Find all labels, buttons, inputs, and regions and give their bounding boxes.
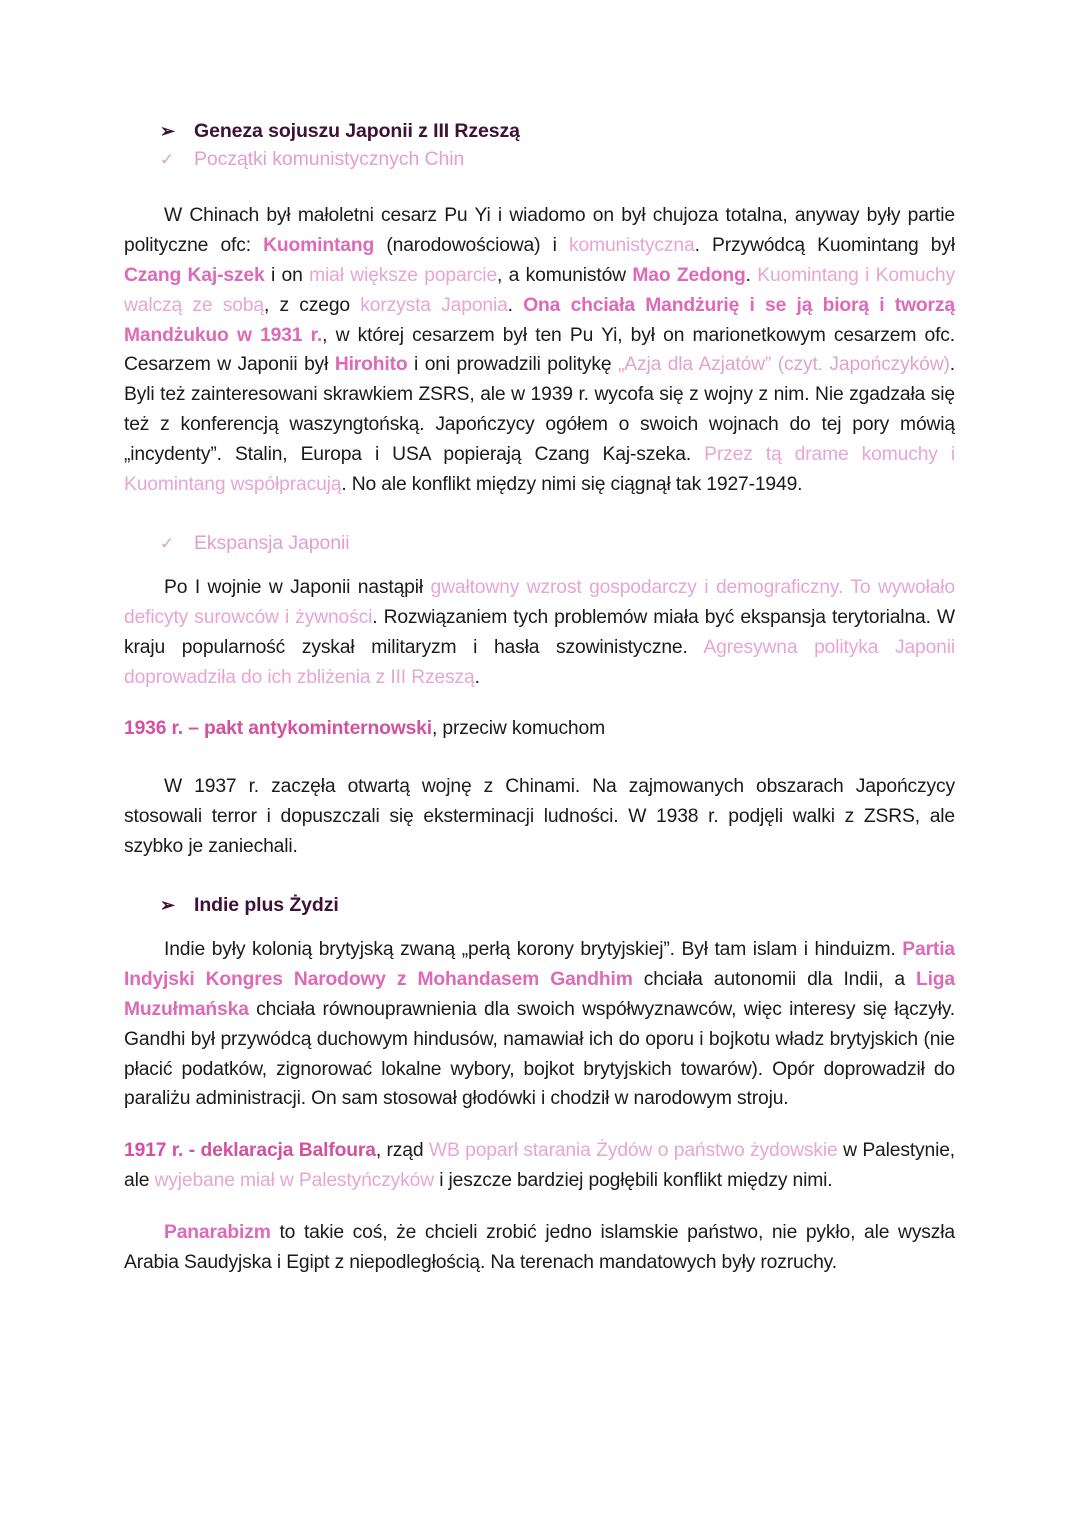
term-azja-dla-azjatow: „Azja dla Azjatów” (czyt. Japończyków) — [618, 354, 950, 376]
spacer — [124, 692, 955, 714]
text-run: chciała autonomii dla Indii, a — [632, 969, 916, 991]
text-run: (narodowościowa) i — [374, 235, 569, 257]
heading-ekspansja-japonii — [160, 530, 955, 558]
text-run: . Byli też zainteresowani skrawkiem ZSRS, ale w 1939 r. wycofa się z wojny z nim. Nie zgadzała się też z konferencją waszyngtońską. Japończycy ogółem o swoich wojnach do tej pory mówią „incydenty”. Stalin, Europa i USA popierają Czang Kaj-szeka. — [124, 354, 955, 465]
paragraph-panarabizm — [124, 1218, 955, 1278]
text-run: . No ale konflikt między nimi się ciągnął tak 1927-1949. — [341, 473, 803, 495]
text-run: i oni prowadzili politykę — [407, 354, 618, 376]
text-run: . Przywódcą Kuomintang był — [694, 235, 955, 257]
text-run: w Palestynie, ale — [124, 1140, 956, 1192]
paragraph-chiny — [124, 201, 955, 499]
term-wb-poparl: WB poparł starania Żydów o państwo żydowskie — [428, 1140, 838, 1162]
term-wspolpracuja: Przez tą drame komuchy i Kuomintang współpracują — [124, 443, 955, 495]
spacer — [124, 744, 955, 772]
term-panarabizm: Panarabizm — [164, 1221, 271, 1243]
text-run: W Chinach był małoletni cesarz Pu Yi i wiadomo on był chujoza totalna, anyway były partie polityczne ofc: — [124, 205, 955, 257]
paragraph-deklaracja-balfoura — [124, 1136, 955, 1196]
arrow-bullet-icon: ➢ — [160, 121, 175, 141]
text-run: , z czego — [263, 294, 361, 316]
term-pakt-1936: 1936 r. – pakt antykominternowski — [124, 718, 432, 740]
term-kuomintang: Kuomintang — [263, 235, 375, 257]
text-run: to takie coś, że chcieli zrobić jedno islamskie państwo, nie pykło, ale wyszła Arabia Saudyjska i Egipt z niepodległością. Na terenach mandatowych były rozruchy. — [124, 1221, 955, 1273]
heading-geneza-sojuszu — [160, 118, 955, 146]
spacer — [124, 862, 955, 892]
spacer — [124, 173, 955, 201]
text-run: . — [745, 265, 758, 286]
line-pakt-antykominternowski — [124, 714, 955, 744]
text-run: i on — [264, 265, 310, 286]
heading-indie-label: Indie plus Żydzi — [194, 893, 339, 916]
text-run: chciała równouprawnienia dla swoich współwyznawców, więc interesy się łączyły. Gandhi był przywódcą duchowym hindusów, namawiał ich do oporu i bojkotu władz brytyjskich (nie płacić podatków, zignorować lokalne wybory, bojkot brytyjskich towarów). Opór doprowadził do paraliżu administracji. On sam stosował głodówki i chodził w narodowym stroju. — [124, 999, 955, 1110]
term-korzysta-japonia: korzysta Japonia — [360, 294, 508, 316]
text-run: , w której cesarzem był ten Pu Yi, był on marionetkowym cesarzem ofc. Cesarzem w Japonii był — [124, 324, 955, 376]
term-hirohito: Hirohito — [334, 354, 408, 376]
term-mandzukuo: Ona chciała Mandżurię i se ją biorą i tworzą Mandżukuo w 1931 r. — [124, 294, 955, 346]
term-komunistyczna: komunistyczna — [568, 235, 695, 257]
term-deklaracja-balfoura: 1917 r. - deklaracja Balfoura — [124, 1140, 376, 1162]
term-partia-kongres: Partia Indyjski Kongres Narodowy z Mohandasem Gandhim — [124, 939, 955, 991]
arrow-bullet-icon: ➢ — [160, 894, 175, 915]
paragraph-ekspansja — [124, 573, 955, 692]
term-mao-zedong: Mao Zedong — [632, 265, 746, 286]
text-run: . — [474, 666, 480, 688]
text-run: W 1937 r. zaczęła otwartą wojnę z Chinami. Na zajmowanych obszarach Japończycy stosowali terror i dopuszczali się eksterminacji ludności. W 1938 r. podjęli walki z ZSRS, ale szybko je zaniechali. — [124, 776, 955, 857]
term-czang-kaj-szek: Czang Kaj-szek — [124, 265, 265, 286]
text-run: Po I wojnie w Japonii nastąpił — [164, 577, 431, 599]
term-agresywna-polityka: Agresywna polityka Japonii doprowadziła do ich zbliżenia z III Rzeszą — [124, 636, 956, 688]
heading-ekspansja-label: Ekspansja Japonii — [194, 531, 350, 554]
term-wzrost-gospodarczy: gwałtowny wzrost gospodarczy i demograficzny. To wywołało deficyty surowców i żywności — [124, 577, 955, 628]
term-wyjebane-mial: wyjebane miał w Palestyńczyków — [154, 1170, 434, 1192]
spacer — [124, 1196, 955, 1218]
text-run: , rząd — [375, 1140, 429, 1162]
heading-geneza-label: Geneza sojuszu Japonii z III Rzeszą — [194, 120, 520, 142]
text-run: , a komunistów — [497, 265, 633, 286]
spacer — [124, 1114, 955, 1136]
spacer — [124, 557, 955, 573]
term-wieksze-poparcie: miał większe poparcie — [309, 265, 498, 286]
heading-poczatki-komunistycznych-chin — [160, 146, 955, 174]
text-run: . Rozwiązaniem tych problemów miała być ekspansja terytorialna. W kraju popularność zyskał militaryzm i hasła szowinistyczne. — [124, 607, 955, 658]
document-content — [124, 118, 955, 1278]
paragraph-indie — [124, 935, 955, 1114]
text-run: Indie były kolonią brytyjską zwaną „perłą korony brytyjskiej”. Był tam islam i hinduizm. — [164, 939, 903, 961]
spacer — [124, 919, 955, 935]
heading-poczatki-label: Początki komunistycznych Chin — [194, 147, 465, 170]
term-liga-muzulmanska: Liga Muzułmańska — [124, 969, 955, 1020]
text-run: i jeszcze bardziej pogłębili konflikt między nimi. — [433, 1170, 833, 1192]
text-run: , przeciw komuchom — [431, 718, 605, 740]
term-walcza-ze-soba: Kuomintang i Komuchy walczą ze sobą — [124, 265, 955, 316]
paragraph-1937 — [124, 772, 955, 861]
spacer — [124, 500, 955, 530]
check-bullet-icon: ✓ — [160, 533, 175, 553]
check-bullet-icon: ✓ — [160, 149, 175, 169]
heading-indie-plus-zydzi — [160, 892, 955, 920]
text-run: . — [507, 294, 524, 316]
